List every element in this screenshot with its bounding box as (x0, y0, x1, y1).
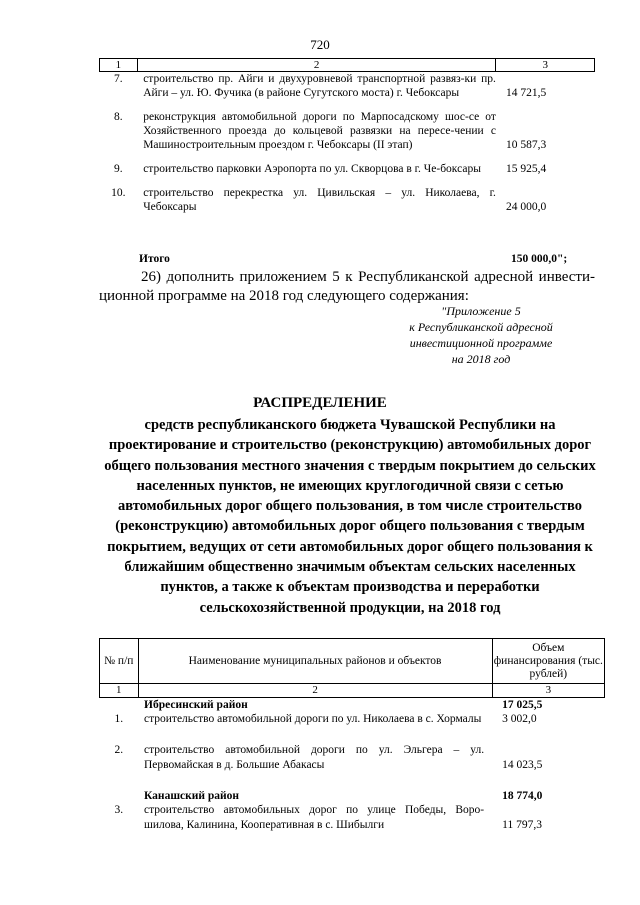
table-row (100, 712, 605, 743)
district-name: Канашский район (144, 790, 240, 802)
appendix-line: к Республиканской адресной (409, 320, 553, 334)
appendix-line: инвестиционной программе (409, 336, 553, 350)
row-number: 7. (114, 73, 123, 85)
amendment-text: 26) дополнить приложением 5 к Республиканской адресной инвести-ционной программе на 2018 год следующего содержания: (99, 269, 595, 304)
appendix-line: на 2018 год (451, 352, 511, 366)
total-value: 150 000,0"; (511, 253, 568, 265)
row-text: реконструкция автомобильной дороги по Марпосадскому шос-се от Хозяйственного проезда до кольцевой развязки на пересе-чении с Машиностроительным проездом г. Чебоксары (II этап) (143, 111, 496, 151)
row-value: 15 925,4 (505, 163, 547, 175)
row-text: строительство автомобильных дорог по улице Победы, Воро-шилова, Калинина, Кооперативная в с. Шибылги (144, 804, 485, 831)
col-index: 3 (492, 684, 604, 698)
table-row (100, 162, 595, 186)
row-text: строительство автомобильной дороги по ул. Эльгера – ул. Первомайская в д. Большие Абакасы (144, 744, 485, 771)
row-text: строительство парковки Аэропорта по ул. Скворцова в г. Че-боксары (143, 163, 481, 175)
row-number: 2. (114, 744, 124, 756)
table-numbering-row (100, 684, 605, 698)
col-value-header: Объем финансирования (тыс. рублей) (492, 639, 604, 684)
amendment-paragraph (99, 268, 595, 306)
row-value: 14 721,5 (505, 87, 547, 99)
district-total: 17 025,5 (502, 699, 543, 711)
row-value: 10 587,3 (505, 139, 547, 151)
col-value-header: 3 (496, 59, 595, 72)
table-row (100, 803, 605, 849)
row-text: строительство перекрестка ул. Цивильская – ул. Николаева, г. Чебоксары (143, 187, 496, 213)
appendix-line: "Приложение 5 (441, 304, 521, 318)
continued-table (99, 58, 595, 224)
document-heading: РАСПРЕДЕЛЕНИЕ (253, 395, 387, 411)
row-value: 24 000,0 (505, 201, 547, 213)
col-index: 1 (100, 684, 139, 698)
table-header-row (100, 639, 605, 684)
col-number-header: 1 (100, 59, 138, 72)
total-label: Итого (139, 253, 170, 265)
page-number: 720 (310, 37, 330, 52)
district-row (100, 789, 605, 803)
row-number: 10. (111, 187, 126, 199)
row-value: 3 002,0 (502, 713, 537, 725)
table-row (100, 743, 605, 789)
district-total: 18 774,0 (502, 790, 543, 802)
row-value: 14 023,5 (502, 759, 543, 771)
row-number: 3. (114, 804, 124, 816)
row-number: 8. (114, 111, 123, 123)
col-name-header: 2 (137, 59, 496, 72)
row-number: 1. (114, 713, 124, 725)
appendix-note (371, 303, 591, 367)
row-value: 11 797,3 (502, 819, 542, 831)
col-index: 2 (138, 684, 492, 698)
col-name-header: Наименование муниципальных районов и объектов (138, 639, 492, 684)
district-row (100, 698, 605, 713)
table-row (100, 110, 595, 162)
row-text: строительство пр. Айги и двухуровневой транспортной развяз-ки пр. Айги – ул. Ю. Фучика (в районе Сугутского моста) г. Чебоксары (143, 73, 496, 99)
distribution-table (99, 638, 605, 849)
table-header-row (100, 59, 595, 72)
row-text: строительство автомобильной дороги по ул. Николаева в с. Хормалы (144, 713, 482, 725)
table-row (100, 72, 595, 111)
district-name: Ибресинский район (144, 699, 248, 711)
row-number: 9. (114, 163, 123, 175)
table-row (100, 186, 595, 224)
document-subheading: средств республиканского бюджета Чувашской Республики на проектирование и строительство (реконструкцию) автомобильных дорог общего пользования местного значения с твердым покрытием до сельских населенных пунктов, не имеющих круглогодичной связи с сетью автомобильных дорог общего пользования, в том числе строительство (реконструкцию) автомобильных дорог общего пользования с твердым покрытием, ведущих от сети автомобильных дорог общего пользования к ближайшим общественно значимым объектам сельских населенных пунктов, а также к объектам производства и переработки сельскохозяйственной продукции, на 2018 год (104, 417, 596, 616)
col-number-header: № п/п (100, 639, 139, 684)
